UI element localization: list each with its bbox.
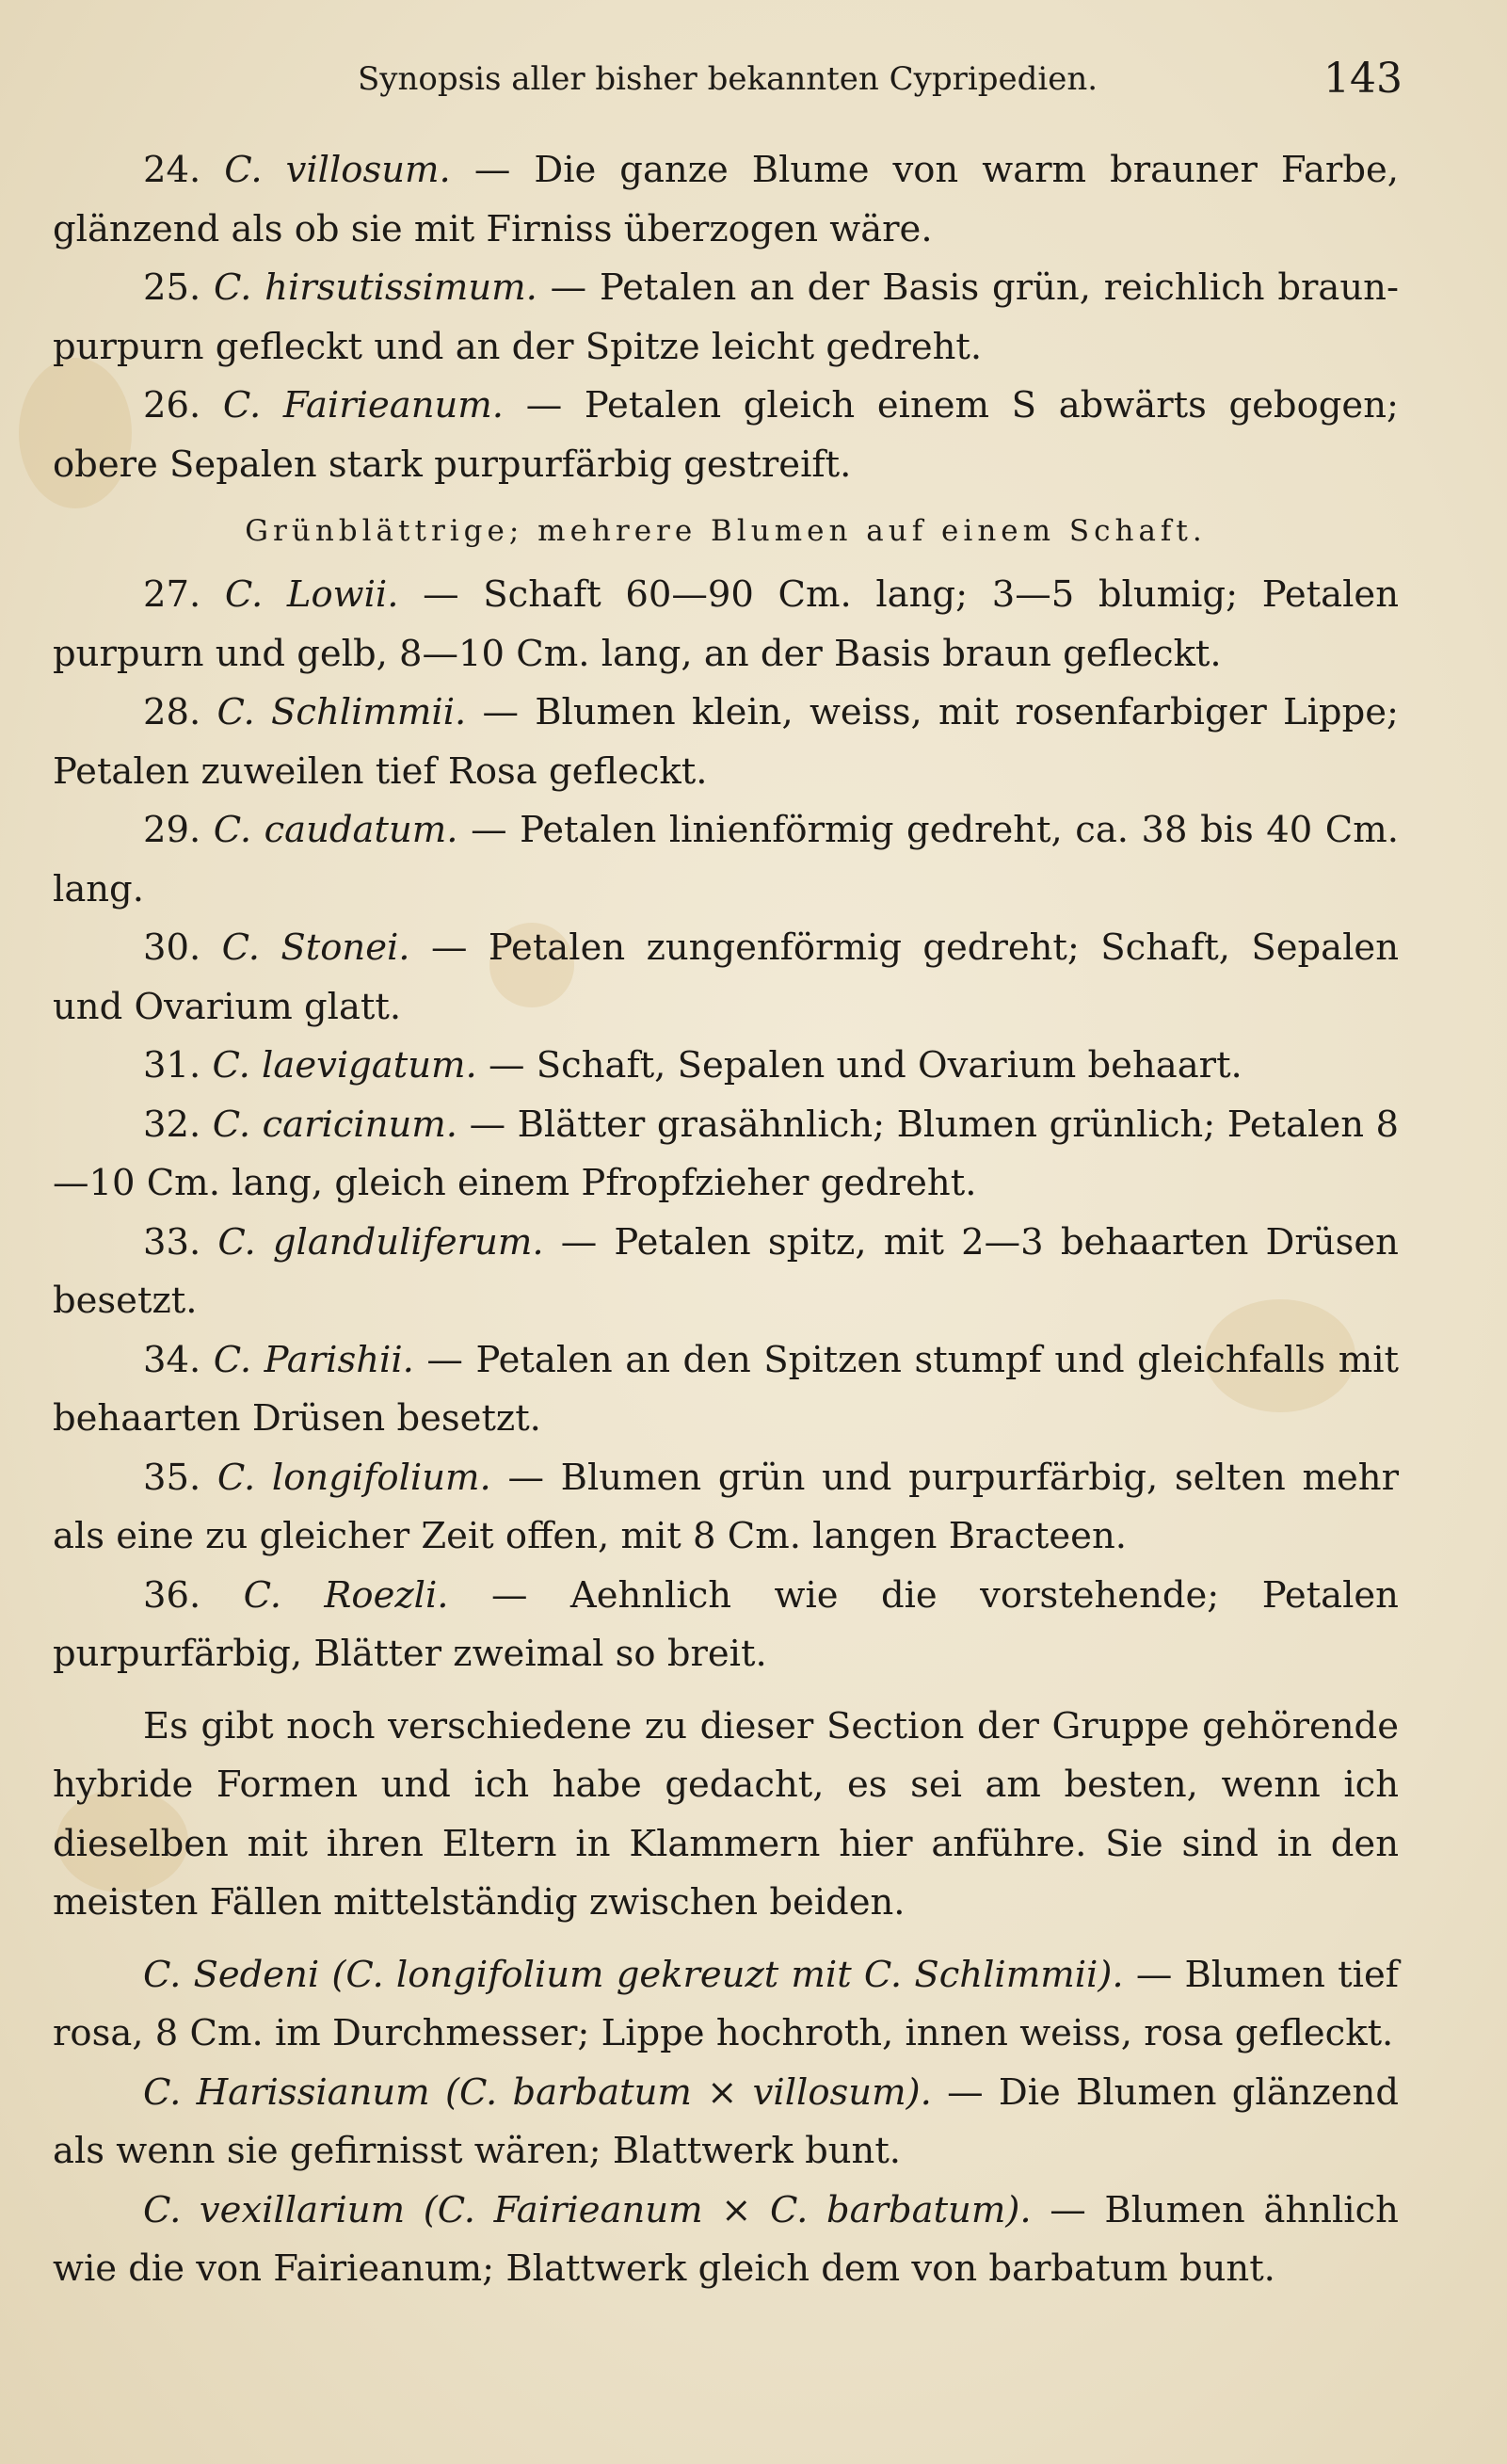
species-entry — [53, 801, 1399, 919]
species-name: C. laevigatum. — [212, 1044, 477, 1087]
species-name: C. longifolium. — [216, 1456, 491, 1499]
species-description: — Aehnlich wie die vorstehende; Petalen purpurfärbig, Blätter zweimal so breit. — [53, 1573, 1399, 1675]
species-name: C. Lowii. — [224, 573, 399, 616]
species-name: C. Roezli. — [243, 1573, 449, 1617]
entry-number: 28. — [143, 691, 201, 733]
hybrid-name: C. Sedeni — [143, 1953, 320, 1996]
hybrid-parents: (C. longifolium gekreuzt mit C. Schlimmii). — [331, 1953, 1124, 1996]
species-name: C. Schlimmii. — [216, 691, 467, 733]
species-entry — [53, 566, 1399, 684]
species-entry — [53, 1214, 1399, 1331]
entry-number: 27. — [143, 573, 201, 616]
species-name: C. hirsutissimum. — [214, 266, 537, 309]
species-name: C. caricinum. — [212, 1103, 458, 1146]
entry-number: 35. — [143, 1456, 201, 1499]
species-entry — [53, 919, 1399, 1037]
hybrid-entry — [53, 2064, 1399, 2182]
species-name: C. villosum. — [224, 149, 451, 191]
species-list-green — [53, 566, 1399, 1684]
hybrid-description: — Die Blumen glänzend als wenn sie gefirnisst wären; Blattwerk bunt. — [53, 2070, 1399, 2172]
species-description: — Petalen linienförmig gedreht, ca. 38 bis 40 Cm. lang. — [53, 809, 1400, 910]
species-description: — Petalen an der Basis grün, reichlich braun-purpurn gefleckt und an der Spitze leicht gedreht. — [53, 266, 1399, 368]
entry-number: 30. — [143, 926, 201, 969]
page-number: 143 — [1323, 55, 1403, 103]
hybrid-parents: (C. Fairieanum × C. barbatum). — [423, 2188, 1032, 2231]
entry-number: 36. — [143, 1573, 201, 1617]
species-description: — Blätter grasähnlich; Blumen grünlich; Petalen 8—10 Cm. lang, gleich einem Pfropfzieher gedreht. — [53, 1103, 1399, 1204]
species-name: C. caudatum. — [213, 809, 458, 851]
hybrid-entry — [53, 1946, 1399, 2064]
hybrid-description: — Blumen tief rosa, 8 Cm. im Durchmesser; Lippe hochroth, innen weiss, rosa gefleckt. — [53, 1953, 1399, 2054]
hybrid-name: C. vexillarium — [143, 2188, 406, 2231]
entry-number: 34. — [143, 1338, 201, 1381]
species-name: C. Stonei. — [221, 926, 410, 969]
species-description: — Petalen an den Spitzen stumpf und gleichfalls mit behaarten Drüsen besetzt. — [53, 1338, 1399, 1440]
hybrid-entry — [53, 2182, 1399, 2299]
section-heading: Grünblättrige; mehrere Blumen auf einem Schaft. — [245, 514, 1207, 548]
species-entry — [53, 1331, 1399, 1449]
entry-number: 24. — [143, 149, 201, 191]
species-name: C. Parishii. — [213, 1338, 414, 1381]
entry-number: 31. — [143, 1044, 201, 1087]
hybrid-list — [53, 1946, 1399, 2299]
running-header — [358, 55, 1403, 111]
species-entry — [53, 1567, 1399, 1684]
hybrid-name: C. Harissianum — [143, 2070, 430, 2114]
entry-number: 33. — [143, 1220, 201, 1264]
species-description: — Die ganze Blume von warm brauner Farbe, glänzend als ob sie mit Firniss überzogen wäre. — [53, 149, 1399, 250]
species-description: — Petalen spitz, mit 2—3 behaarten Drüsen besetzt. — [53, 1220, 1399, 1322]
species-description: — Petalen gleich einem S abwärts gebogen; obere Sepalen stark purpurfärbig gestreift. — [53, 384, 1399, 486]
entry-number: 26. — [143, 384, 201, 427]
species-name: C. Fairieanum. — [222, 384, 505, 427]
species-entry — [53, 684, 1399, 801]
species-description: — Blumen grün und purpurfärbig, selten mehr als eine zu gleicher Zeit offen, mit 8 Cm. langen Bracteen. — [53, 1456, 1399, 1557]
hybrid-description: — Blumen ähnlich wie die von Fairieanum; Blattwerk gleich dem von barbatum bunt. — [53, 2188, 1399, 2290]
species-entry — [53, 1096, 1399, 1214]
species-entry — [53, 141, 1399, 259]
header-title: Synopsis aller bisher bekannten Cypripedien. — [358, 60, 1098, 98]
species-entry — [53, 259, 1399, 377]
page-body — [53, 141, 1399, 2299]
species-description: — Petalen zungenförmig gedreht; Schaft, Sepalen und Ovarium glatt. — [53, 926, 1399, 1028]
entry-number: 29. — [143, 809, 201, 851]
species-description: — Schaft, Sepalen und Ovarium behaart. — [489, 1044, 1242, 1087]
species-list-brown — [53, 141, 1399, 494]
species-entry — [53, 377, 1399, 494]
entry-number: 32. — [143, 1103, 201, 1146]
species-entry — [53, 1449, 1399, 1567]
species-description: — Schaft 60—90 Cm. lang; 3—5 blumig; Petalen purpurn und gelb, 8—10 Cm. lang, an der Basis braun gefleckt. — [53, 573, 1399, 675]
species-name: C. glanduliferum. — [217, 1220, 544, 1264]
species-entry — [53, 1037, 1399, 1096]
hybrid-parents: (C. barbatum × villosum). — [444, 2070, 932, 2114]
hybrid-intro-paragraph: Es gibt noch verschiedene zu dieser Section der Gruppe gehörende hybride Formen und ich habe gedacht, es sei am besten, wenn ich dieselben mit ihren Eltern in Klammern hier anführe. Sie sind in den meisten Fällen mittelständig zwischen beiden. — [53, 1704, 1399, 1924]
entry-number: 25. — [143, 266, 201, 309]
species-description: — Blumen klein, weiss, mit rosenfarbiger Lippe; Petalen zuweilen tief Rosa gefleckt. — [53, 691, 1399, 793]
